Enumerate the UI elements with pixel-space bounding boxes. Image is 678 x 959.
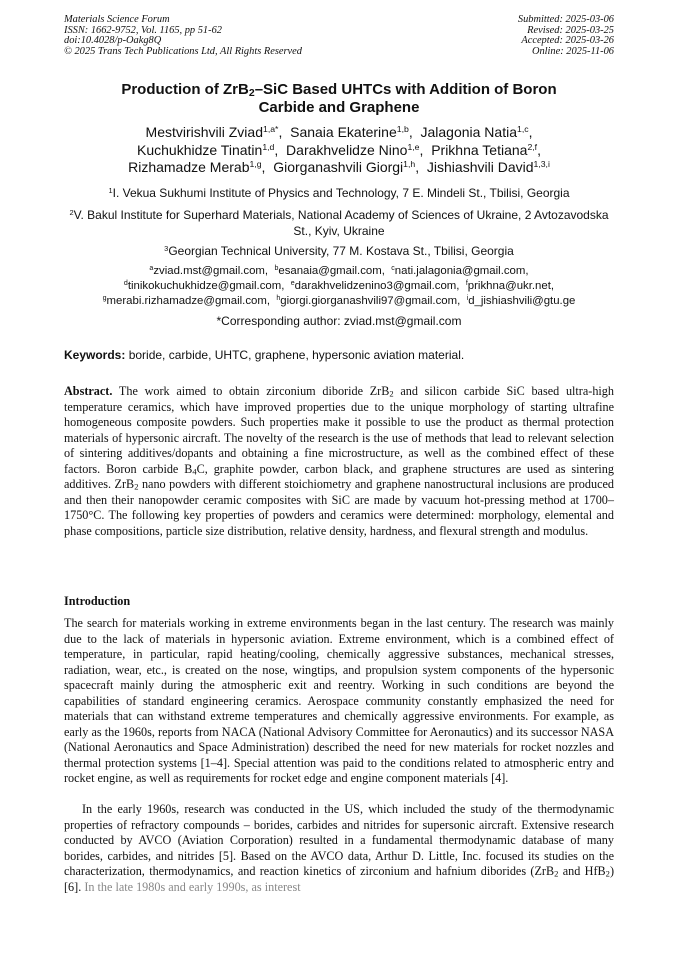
- journal-name: Materials Science Forum: [64, 14, 170, 25]
- abstract-subscript: 4: [192, 466, 197, 477]
- email-mark: b: [274, 265, 279, 273]
- paragraph-subscript: 2: [554, 868, 559, 879]
- email-mark: h: [276, 295, 281, 303]
- email-mark: c: [391, 265, 395, 273]
- title-text: Carbide and Graphene: [258, 99, 420, 116]
- author-affiliation-mark: 1,g: [249, 159, 262, 170]
- paragraph-subscript: 2: [605, 868, 610, 879]
- paragraph-text-cut: In the late 1980s and early 1990s, as interest: [81, 879, 301, 894]
- email-address[interactable]: nati.jalagonia@gmail.com: [394, 265, 526, 277]
- abstract-text: The work aimed to obtain zirconium diboride ZrB: [112, 384, 390, 398]
- email-address[interactable]: prikhna@ukr.net: [467, 280, 551, 292]
- paper-title: [64, 81, 614, 117]
- email-address[interactable]: darakhvelidzenino3@gmail.com: [294, 280, 457, 292]
- email-address[interactable]: merabi.rizhamadze@gmail.com: [106, 295, 267, 307]
- abstract-text: nano powders with different stoichiometry and graphene nanostructural inclusions are produced and then their nanopowder ceramic composites with SiC are made by vacuum hot-pressing method at 1700–1750°C. The following key properties of powders and ceramics were determined: morphology, elemental and phase compositions, particle size distribution, relative density, hardness, and flexural strength and modulus.: [64, 477, 618, 538]
- email-separator: ,: [281, 280, 288, 292]
- author-affiliation-mark: 1,a*: [263, 124, 279, 135]
- email-address[interactable]: d_jishiashvili@gtu.ge: [468, 295, 576, 307]
- author-name: Darakhvelidze Nino: [286, 141, 408, 158]
- email-mark: g: [102, 295, 107, 303]
- author-affiliation-mark: 1,h: [403, 159, 416, 170]
- author-separator: ,: [415, 159, 424, 176]
- intro-paragraph-2: [64, 802, 618, 895]
- author-separator: ,: [419, 141, 428, 158]
- publication-dates: [518, 15, 614, 57]
- keywords-label: Keywords:: [64, 348, 126, 362]
- author-name: Giorganashvili Giorgi: [273, 159, 404, 176]
- email-address[interactable]: zviad.mst@gmail.com: [153, 265, 265, 277]
- abstract-subscript: 2: [134, 481, 139, 492]
- paragraph-text: In the early 1960s, research was conducted in the US, which included the study of the thermodynamic properties of refractory compounds – borides, carbides and nitrides for supersonic aircraft. Extensive research conducted by AVCO (Aviation Corporation) resulted in a fundamental thermodynamic database of many borides, carbides, and nitrides [5]. Based on the AVCO data, Arthur D. Little, Inc. focused its studies on the characterization, thermodynamics, and reaction kinetics of zirconium and hafnium diborides (ZrB: [64, 802, 618, 878]
- intro-paragraph-1: The search for materials working in extreme environments began in the last century. The research was mainly due to the lack of materials in hypersonic aviation. Extreme environment, which is a combined effect of temperature, in particular, rapid heating/cooling, chemically aggressive substances, mechanical stresses, radiation, wear, etc., is created on the nose, wingtips, and propulsion system components of the hypersonic spacecraft mainly during the atmospheric exit and reentry. Working in such conditions are beyond the capabilities of standard engineering ceramics. Aerospace community constantly emphasized the need for materials that can withstand extreme temperatures and chemically aggressive environments. For example, as early as the 1960s, reports from NACA (National Advisory Committee for Aeronautics) and its successor NASA (National Aeronautics and Space Administration) described the need for new materials for rocket nozzles and thermal protection systems [1–4]. Special attention was paid to the conditions related to atmospheric entry and rocket engine, as well as requirements for rocket edge and engine component materials [4].: [64, 616, 614, 785]
- abstract-label: Abstract.: [64, 384, 113, 398]
- email-mark: d: [123, 280, 128, 288]
- author-affiliation-mark: 1,d: [262, 141, 275, 152]
- abstract-subscript: 2: [389, 388, 394, 399]
- author-name: Mestvirishvili Zviad: [145, 124, 263, 140]
- title-subscript: 2: [248, 87, 255, 100]
- revised-date: Revised: 2025-03-25: [527, 24, 614, 36]
- author-separator: ,: [408, 124, 417, 140]
- author-affiliation-mark: 1,b: [396, 124, 409, 135]
- keywords-text: boride, carbide, UHTC, graphene, hypersonic aviation material.: [125, 348, 465, 362]
- author-affiliation-mark: 2,f: [527, 141, 538, 152]
- corresponding-author: *Corresponding author: zviad.mst@gmail.com: [216, 314, 462, 328]
- affiliation-3: [64, 244, 614, 260]
- online-date: Online: 2025-11-06: [531, 45, 614, 57]
- keywords: [64, 348, 614, 363]
- author-name: Kuchukhidze Tinatin: [137, 141, 263, 158]
- email-list: [64, 264, 614, 309]
- author-name: Rizhamadze Merab: [128, 159, 250, 176]
- email-separator: ,: [381, 265, 389, 277]
- title-text: Production of ZrB: [121, 81, 249, 98]
- affiliation-1: [64, 186, 614, 202]
- email-mark: a: [149, 265, 154, 273]
- author-separator: ,: [537, 141, 541, 158]
- submitted-date: Submitted: 2025-03-06: [517, 14, 614, 25]
- author-list: [64, 124, 614, 177]
- author-name: Prikhna Tetiana: [431, 141, 528, 158]
- issn-volume: ISSN: 1662-9752, Vol. 1165, pp 51-62: [64, 24, 222, 36]
- email-mark: e: [290, 280, 295, 288]
- author-separator: ,: [261, 159, 270, 176]
- email-separator: ,: [457, 295, 464, 307]
- author-name: Jalagonia Natia: [420, 124, 517, 140]
- journal-info: [64, 15, 302, 57]
- affiliation-text: V. Bakul Institute for Superhard Materials, National Academy of Sciences of Ukraine, 2 Avtozavodska St., Kyiv, Ukraine: [73, 208, 616, 238]
- paragraph-text: ) [6].: [64, 864, 618, 894]
- email-address[interactable]: esanaia@gmail.com: [278, 265, 382, 277]
- paragraph-text: and HfB: [558, 864, 606, 878]
- title-text: –SiC Based UHTCs with Addition of Boron: [254, 81, 557, 98]
- abstract-text: and silicon carbide SiC based ultra-high temperature ceramics, which have improved properties due to the unique morphology of starting ultrafine homogeneous composite powders. Such properties make it possible to use the product as thermal protection materials of hypersonic aircraft. The novelty of the research is the use of methods that lead to relevant selection of sintering additives/dopants and obtaining a fine microstructure, as well as the combined effect of these factors. Boron carbide B: [64, 384, 618, 476]
- doi[interactable]: doi:10.4028/p-Oakg8Q: [64, 35, 162, 47]
- email-mark: f: [465, 280, 468, 288]
- author-name: Sanaia Ekaterine: [290, 124, 397, 140]
- author-separator: ,: [274, 141, 283, 158]
- accepted-date: Accepted: 2025-03-26: [521, 35, 614, 47]
- author-separator: ,: [278, 124, 287, 140]
- email-address[interactable]: giorgi.giorganashvili97@gmail.com: [280, 295, 458, 307]
- email-separator: ,: [264, 265, 272, 277]
- author-affiliation-mark: 1,c: [517, 124, 529, 135]
- affiliation-2: [64, 208, 614, 239]
- author-separator: ,: [528, 124, 533, 140]
- affiliation-text: Georgian Technical University, 77 M. Kostava St., Tbilisi, Georgia: [168, 244, 514, 258]
- affiliation-mark: 3: [164, 243, 169, 253]
- affiliation-text: I. Vekua Sukhumi Institute of Physics and Technology, 7 E. Mindeli St., Tbilisi, Georgia: [112, 186, 570, 200]
- affiliation-mark: 1: [108, 185, 113, 195]
- author-affiliation-mark: 1,3,i: [533, 159, 550, 170]
- section-heading-introduction: Introduction: [64, 594, 131, 608]
- email-separator: ,: [456, 280, 463, 292]
- copyright: © 2025 Trans Tech Publications Ltd, All Rights Reserved: [64, 45, 302, 57]
- email-address[interactable]: tinikokuchukhidze@gmail.com: [127, 280, 282, 292]
- author-affiliation-mark: 1,e: [407, 141, 420, 152]
- email-mark: i: [466, 295, 469, 303]
- email-separator: ,: [266, 295, 274, 307]
- abstract-text: C, graphite powder, carbon black, and graphene structures are used as sintering additives. ZrB: [64, 461, 618, 491]
- author-name: Jishiashvili David: [426, 159, 534, 176]
- email-separator: ,: [550, 280, 555, 292]
- email-separator: ,: [525, 265, 529, 277]
- affiliation-mark: 2: [69, 207, 74, 217]
- abstract: [64, 384, 618, 539]
